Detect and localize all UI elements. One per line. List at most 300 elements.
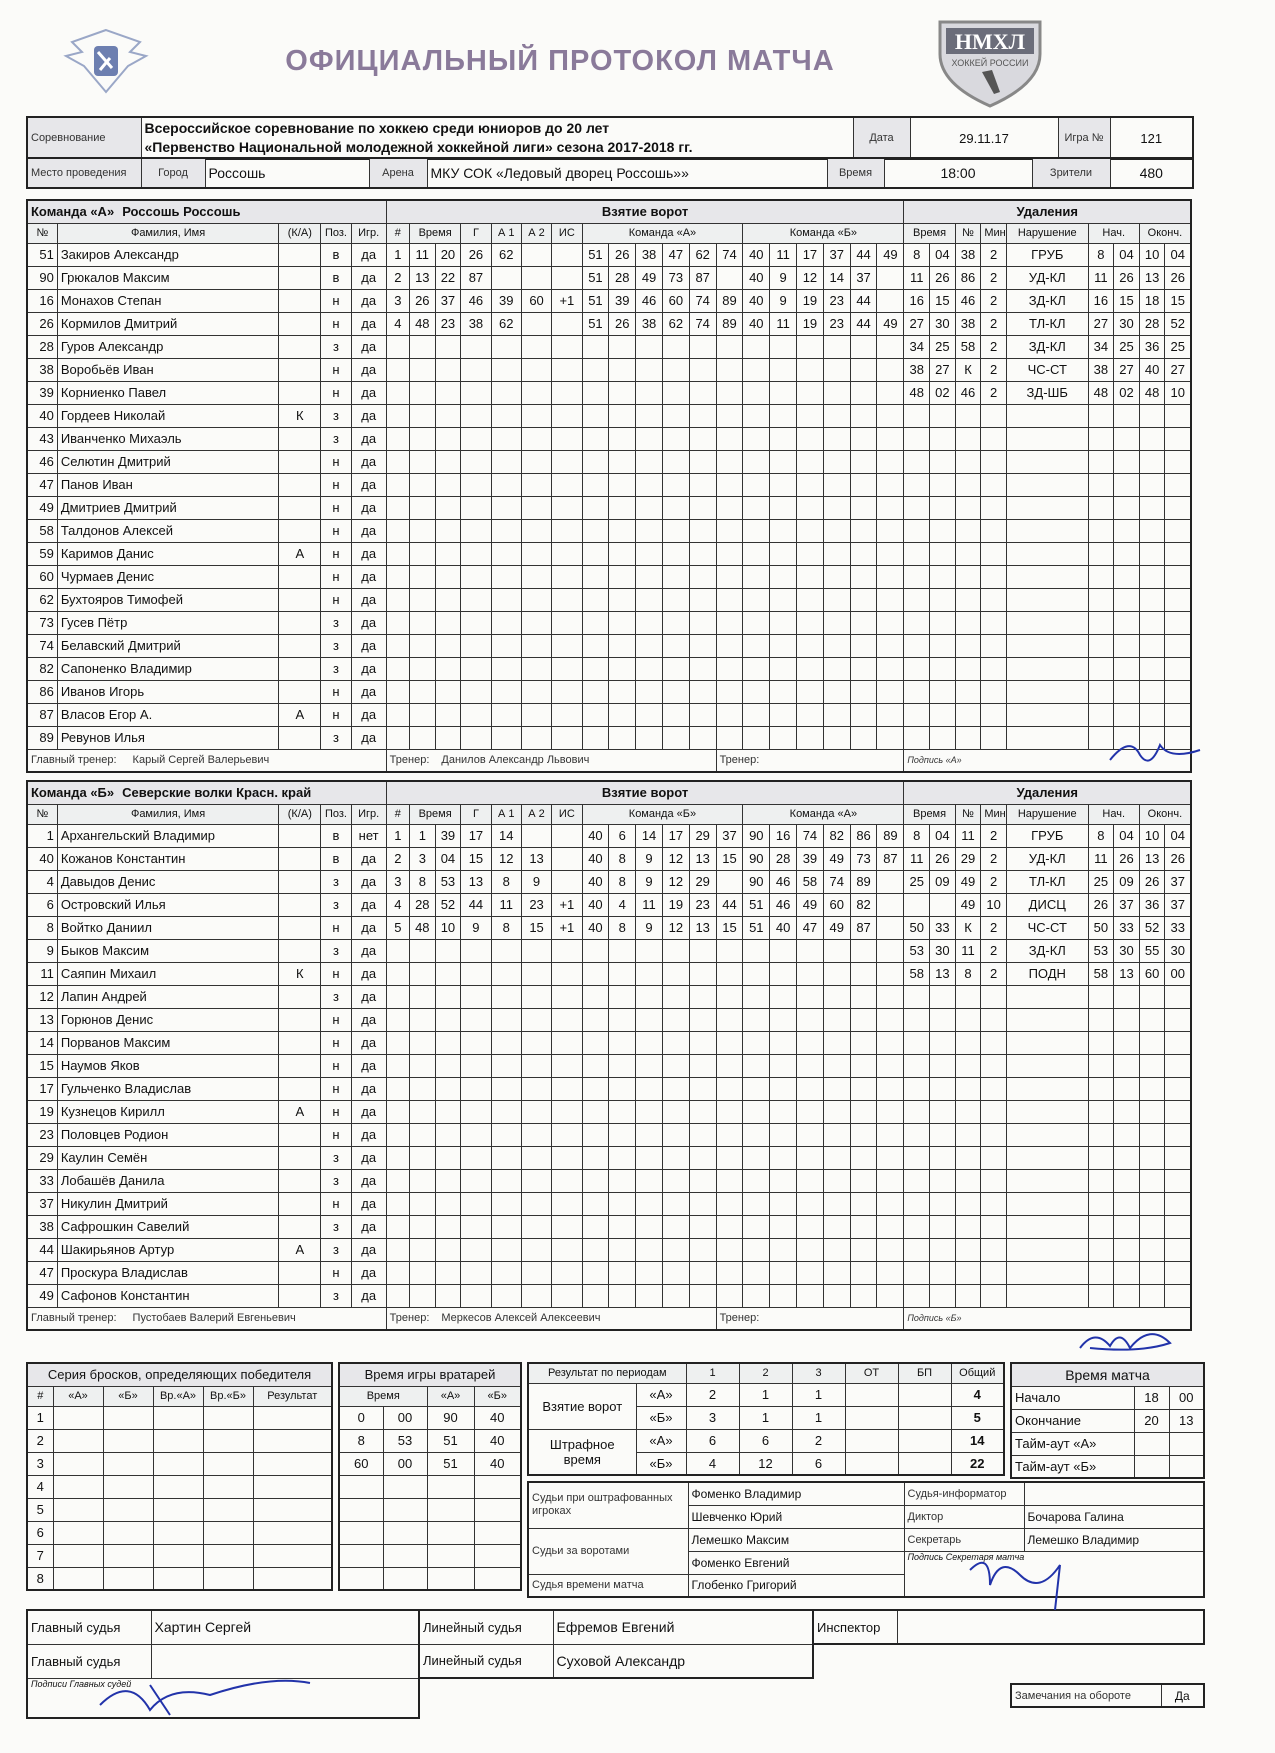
penalty-cell (904, 1284, 930, 1307)
goal-cell (716, 1169, 743, 1192)
goal-cell (521, 427, 551, 450)
goal-cell (770, 381, 797, 404)
player-name: Гусев Пётр (57, 611, 279, 634)
penalty-cell: 48 (904, 381, 930, 404)
goal-cell: 5 (386, 916, 409, 939)
result-cell: 3 (686, 1406, 739, 1429)
penalty-cell (904, 985, 930, 1008)
player-role (279, 916, 321, 939)
player-number: 51 (27, 243, 57, 266)
signature-label: Подпись «А» (907, 755, 962, 766)
goal-cell: 15 (716, 847, 743, 870)
col-goal-num: # (386, 223, 409, 243)
penalty-cell: ТЛ-КЛ (1006, 312, 1088, 335)
goal-cell (521, 611, 551, 634)
goal-cell (770, 358, 797, 381)
goal-cell (521, 1169, 551, 1192)
coach-2 (716, 1307, 904, 1330)
penalty-cell (1165, 565, 1191, 588)
goal-cell (491, 939, 521, 962)
goal-cell: 73 (662, 266, 689, 289)
penalty-cell (1139, 1261, 1165, 1284)
penalty-cell (1114, 1008, 1140, 1031)
penalty-cell (981, 427, 1007, 450)
penalty-cell (1139, 1215, 1165, 1238)
player-role: К (279, 404, 321, 427)
goal-cell (609, 565, 636, 588)
goal-cell (743, 1031, 770, 1054)
player-position: н (321, 1008, 351, 1031)
goal-cell (582, 335, 609, 358)
player-role (279, 450, 321, 473)
goal-cell (609, 381, 636, 404)
goal-cell (743, 427, 770, 450)
match-date: 29.11.17 (910, 117, 1058, 159)
goal-cell (521, 1008, 551, 1031)
penalty-cell: 49 (955, 870, 981, 893)
penalty-cell (1139, 611, 1165, 634)
penalty-cell (1139, 703, 1165, 726)
goal-cell (662, 496, 689, 519)
goal-cell (582, 1031, 609, 1054)
penalty-cell (1006, 1077, 1088, 1100)
goal-cell: 44 (461, 893, 491, 916)
goal-cell (823, 427, 850, 450)
penalty-cell: ЗД-КЛ (1006, 289, 1088, 312)
penalty-cell: К (955, 358, 981, 381)
penalty-cell (1114, 450, 1140, 473)
main-referee-1: Хартин Сергей (151, 1610, 419, 1644)
player-name: Иванченко Михаэль (57, 427, 279, 450)
player-position: з (321, 1238, 351, 1261)
goal-cell (743, 962, 770, 985)
goal-cell (491, 358, 521, 381)
linesman-label-2: Линейный судья (419, 1644, 553, 1678)
announcer: Бочарова Галина (1024, 1505, 1204, 1528)
linesman-label-1: Линейный судья (419, 1610, 553, 1644)
penalty-cell (1088, 1054, 1114, 1077)
goal-cell: 17 (662, 824, 689, 847)
penalty-cell (904, 565, 930, 588)
player-number: 49 (27, 1284, 57, 1307)
penalty-cell (1088, 1146, 1114, 1169)
goal-cell (743, 588, 770, 611)
player-number: 9 (27, 939, 57, 962)
goal-cell (743, 703, 770, 726)
penalty-cell (1006, 1261, 1088, 1284)
penalty-cell (1139, 1284, 1165, 1307)
player-row (27, 542, 1191, 565)
goal-cell (461, 1238, 491, 1261)
shootout-cell (53, 1544, 103, 1567)
player-name: Проскура Владислав (57, 1261, 279, 1284)
goal-cell (823, 1284, 850, 1307)
goal-cell: 74 (689, 289, 716, 312)
goal-cell (609, 519, 636, 542)
goal-cell (491, 1123, 521, 1146)
goal-cell (491, 381, 521, 404)
penalties-header: Удаления (904, 781, 1191, 804)
penalty-cell: 26 (1114, 266, 1140, 289)
penalty-cell (904, 542, 930, 565)
penalty-cell: 30 (1114, 939, 1140, 962)
goal-cell (689, 962, 716, 985)
goal-cell (770, 657, 797, 680)
penalty-cell: 04 (1165, 824, 1191, 847)
player-name: Монахов Степан (57, 289, 279, 312)
penalty-cell: 13 (1114, 962, 1140, 985)
goal-cell: 23 (823, 289, 850, 312)
goal-cell (582, 1123, 609, 1146)
shootout-cell (53, 1498, 103, 1521)
goal-cell (409, 611, 435, 634)
player-position: н (321, 703, 351, 726)
shootout-row-num: 1 (27, 1406, 53, 1429)
penalty-cell (1006, 1008, 1088, 1031)
goal-cell (582, 473, 609, 496)
signature-secretary (960, 1545, 1100, 1615)
goal-cell (521, 588, 551, 611)
goal-cell (770, 1146, 797, 1169)
penalty-cell (930, 588, 956, 611)
penalty-cell (904, 1192, 930, 1215)
goal-cell (636, 496, 663, 519)
result-cell: 2 (792, 1429, 845, 1452)
goal-cell (689, 542, 716, 565)
penalty-cell (1006, 703, 1088, 726)
goal-cell (662, 611, 689, 634)
goal-cell (461, 1031, 491, 1054)
penalty-cell: 04 (1114, 243, 1140, 266)
penalty-cell: 2 (981, 312, 1007, 335)
goal-cell (877, 703, 904, 726)
goal-cell (636, 1261, 663, 1284)
goal-cell (435, 962, 461, 985)
goal-cell (582, 588, 609, 611)
goal-cell: 40 (770, 916, 797, 939)
start-hour: 18 (1134, 1386, 1169, 1409)
goal-cell (409, 1169, 435, 1192)
penalty-cell (981, 588, 1007, 611)
penalty-cell: 30 (930, 939, 956, 962)
col-pen-time: Время (904, 804, 955, 824)
penalty-cell (930, 542, 956, 565)
col-num: № (27, 223, 57, 243)
penalty-cell: 29 (955, 847, 981, 870)
goal-cell (582, 542, 609, 565)
goal-cell (609, 962, 636, 985)
goal-cell (409, 381, 435, 404)
goal-cell: 62 (662, 312, 689, 335)
goal-cell (877, 1008, 904, 1031)
time-label: Время (827, 158, 884, 188)
goal-cell (662, 939, 689, 962)
goal-cell (743, 565, 770, 588)
player-position: н (321, 916, 351, 939)
goal-cell: 9 (636, 847, 663, 870)
penalty-cell (1139, 1146, 1165, 1169)
goal-cell (662, 680, 689, 703)
penalty-cell (1114, 473, 1140, 496)
player-position: н (321, 1031, 351, 1054)
goal-cell: 8 (409, 870, 435, 893)
goal-cell (435, 726, 461, 749)
goal-cell (877, 1261, 904, 1284)
goal-cell (877, 565, 904, 588)
goal-cell (552, 450, 582, 473)
penalty-cell (930, 1215, 956, 1238)
goal-cell (582, 703, 609, 726)
goal-cell (877, 289, 904, 312)
penalty-cell: 27 (1114, 358, 1140, 381)
goal-cell: 8 (491, 916, 521, 939)
player-played: да (351, 634, 386, 657)
shootout-cell (253, 1406, 332, 1429)
goal-cell (877, 893, 904, 916)
goal-cell (743, 1238, 770, 1261)
goal-cell (435, 473, 461, 496)
goal-cell (716, 335, 743, 358)
signature-label: Подпись «Б» (907, 1313, 962, 1324)
goal-cell (521, 985, 551, 1008)
goal-cell (877, 1169, 904, 1192)
goal-cell: 49 (823, 916, 850, 939)
penalty-cell (1165, 1238, 1191, 1261)
goal-cell (850, 496, 877, 519)
goal-cell (797, 1031, 824, 1054)
penalty-cell (981, 542, 1007, 565)
shootout-cell (203, 1567, 253, 1590)
goal-cell: 14 (491, 824, 521, 847)
goal-cell (823, 1008, 850, 1031)
player-role (279, 985, 321, 1008)
goal-cell: 52 (435, 893, 461, 916)
goal-cell: 8 (609, 847, 636, 870)
goal-cell (409, 404, 435, 427)
goal-cell: 86 (850, 824, 877, 847)
penalty-cell (1006, 1123, 1088, 1146)
goal-cell (409, 703, 435, 726)
player-name: Шакирьянов Артур (57, 1238, 279, 1261)
goal-cell (689, 496, 716, 519)
goal-cell (850, 1008, 877, 1031)
secretary: Лемешко Владимир (1024, 1528, 1204, 1551)
goal-cell (850, 588, 877, 611)
goal-cell (689, 1077, 716, 1100)
player-position: з (321, 870, 351, 893)
goal-cell (386, 519, 409, 542)
goal-cell: 28 (609, 266, 636, 289)
penalty-cell (1006, 450, 1088, 473)
goal-cell (662, 565, 689, 588)
player-row (27, 1031, 1191, 1054)
shootout-cell (53, 1567, 103, 1590)
coach-name: Меркесов Алексей Алексеевич (441, 1312, 601, 1325)
goal-cell (552, 496, 582, 519)
goal-cell (689, 703, 716, 726)
goal-cell (521, 358, 551, 381)
penalty-cell (1114, 1284, 1140, 1307)
penalty-cell: 37 (1114, 893, 1140, 916)
referee-signature-box: Подписи Главных судей (27, 1678, 419, 1718)
goal-cell: 40 (743, 289, 770, 312)
goal-cell (435, 381, 461, 404)
goal-cell (552, 1261, 582, 1284)
goal-cell: 87 (877, 847, 904, 870)
goal-cell (823, 588, 850, 611)
linesman-1: Ефремов Евгений (553, 1610, 813, 1644)
goal-cell (689, 657, 716, 680)
goal-cell: 82 (823, 824, 850, 847)
goal-cell (877, 726, 904, 749)
goal-cell: 62 (689, 243, 716, 266)
player-number: 17 (27, 1077, 57, 1100)
player-row (27, 1238, 1191, 1261)
goal-cell (491, 1238, 521, 1261)
penalty-cell: 26 (1165, 847, 1191, 870)
goal-cell (521, 680, 551, 703)
goal-cell (409, 1238, 435, 1261)
player-position: в (321, 847, 351, 870)
penalty-cell: 49 (955, 893, 981, 916)
goal-cell (689, 1169, 716, 1192)
goal-cell: 4 (609, 893, 636, 916)
goal-cell: 8 (609, 870, 636, 893)
goal-cell (850, 404, 877, 427)
player-row (27, 1054, 1191, 1077)
penalty-cell: 16 (1088, 289, 1114, 312)
penalty-cell: 86 (955, 266, 981, 289)
goal-cell (491, 473, 521, 496)
goal-cell: +1 (552, 916, 582, 939)
col-a2: А 2 (521, 804, 551, 824)
goal-cell: 11 (636, 893, 663, 916)
player-number: 29 (27, 1146, 57, 1169)
goal-cell: 51 (743, 916, 770, 939)
player-played: да (351, 870, 386, 893)
penalty-cell (955, 1261, 981, 1284)
goal-cell (716, 450, 743, 473)
penalty-cell (904, 1146, 930, 1169)
shootout-title: Серия бросков, определяющих победителя (27, 1363, 332, 1386)
goal-cell: 51 (582, 289, 609, 312)
goal-cell (662, 703, 689, 726)
goal-cell (409, 1100, 435, 1123)
goal-cell (689, 1261, 716, 1284)
goal-cell: 11 (491, 893, 521, 916)
penalty-cell (904, 680, 930, 703)
goal-judge-2: Фоменко Евгений (688, 1551, 904, 1574)
goal-cell (409, 680, 435, 703)
goal-cell (743, 1261, 770, 1284)
goal-cell (877, 680, 904, 703)
penalty-cell (981, 703, 1007, 726)
goal-cell (386, 703, 409, 726)
goal-cell (743, 985, 770, 1008)
goal-cell: +1 (552, 289, 582, 312)
penalty-cell: 53 (904, 939, 930, 962)
penalty-cell (955, 1123, 981, 1146)
player-row (27, 473, 1191, 496)
goalie-cell (427, 1498, 474, 1521)
goal-cell (582, 450, 609, 473)
shootout-cell (53, 1475, 103, 1498)
penalty-cell (1006, 1146, 1088, 1169)
goal-cell (743, 1146, 770, 1169)
goal-cell (689, 450, 716, 473)
penalty-cell: 11 (955, 824, 981, 847)
goal-cell: 58 (797, 870, 824, 893)
player-number: 11 (27, 962, 57, 985)
player-played: да (351, 962, 386, 985)
penalty-cell (1165, 427, 1191, 450)
shootout-col: # (27, 1386, 53, 1406)
penalty-cell (981, 1054, 1007, 1077)
informer (1024, 1482, 1204, 1505)
goal-cell (850, 1054, 877, 1077)
penalty-cell (1006, 657, 1088, 680)
goal-cell (716, 726, 743, 749)
goal-cell (552, 962, 582, 985)
player-name: Закиров Александр (57, 243, 279, 266)
penalty-cell: 26 (930, 266, 956, 289)
player-number: 43 (27, 427, 57, 450)
teamA-title (27, 200, 386, 223)
goal-cell (823, 473, 850, 496)
goal-cell (689, 588, 716, 611)
goal-cell (770, 450, 797, 473)
goal-cell (386, 1008, 409, 1031)
penalty-cell (1114, 1054, 1140, 1077)
penalty-cell (930, 1284, 956, 1307)
penalty-cell (1088, 519, 1114, 542)
goal-cell: 13 (689, 916, 716, 939)
goal-cell: 3 (409, 847, 435, 870)
goal-cell (877, 916, 904, 939)
goal-cell (521, 335, 551, 358)
goal-cell: 14 (636, 824, 663, 847)
shootout-table (26, 1362, 333, 1591)
penalty-cell: 58 (904, 962, 930, 985)
player-row (27, 243, 1191, 266)
player-number: 40 (27, 404, 57, 427)
goal-cell: 74 (716, 243, 743, 266)
player-role (279, 1008, 321, 1031)
goal-cell (770, 1123, 797, 1146)
goal-cell (521, 962, 551, 985)
penalty-cell: 13 (1139, 266, 1165, 289)
goal-cell (662, 427, 689, 450)
penalty-cell (1139, 473, 1165, 496)
penalty-cell (1139, 519, 1165, 542)
player-played: да (351, 703, 386, 726)
goal-cell (409, 1146, 435, 1169)
goal-cell: 40 (582, 893, 609, 916)
goal-cell (409, 519, 435, 542)
penalty-cell (1088, 473, 1114, 496)
goal-cell (689, 1238, 716, 1261)
goal-cell (521, 243, 551, 266)
goal-cell (823, 726, 850, 749)
penalty-cell (1006, 1238, 1088, 1261)
goal-cell (435, 1238, 461, 1261)
timeout-b-label: Тайм-аут «Б» (1011, 1455, 1134, 1478)
goal-cell: 4 (386, 312, 409, 335)
col-g: Г (461, 804, 491, 824)
goal-cell (521, 266, 551, 289)
goal-cell (797, 473, 824, 496)
penalty-cell (981, 1238, 1007, 1261)
